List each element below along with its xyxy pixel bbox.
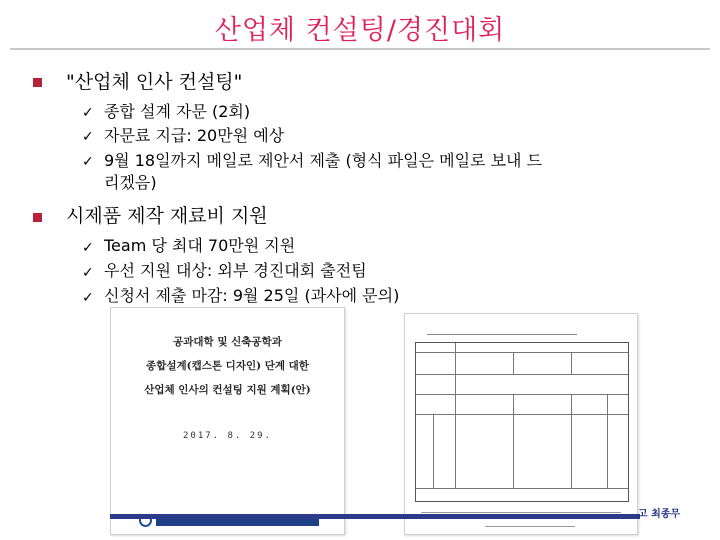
form-table <box>415 342 629 502</box>
form-footer-line <box>421 512 621 513</box>
list-item: 종합 설계 자문 (2회) <box>104 102 251 121</box>
list-item: 9월 18일까지 메일로 제안서 제출 (형식 파일은 메일로 보내 드 <box>104 151 543 170</box>
check-icon: ✓ <box>82 290 94 306</box>
check-icon: ✓ <box>82 154 94 170</box>
section-heading-materials: 시제품 제작 재료비 지원 <box>66 205 268 227</box>
document-title: 공과대학 및 신축공학과 종합설계(캡스톤 디자인) 단계 대한 산업체 인사의 컨설팅 지원 계획(안) <box>144 336 311 396</box>
list-item: Team 당 최대 70만원 지원 <box>104 236 296 255</box>
document-date: 2017. 8. 29. <box>182 431 273 441</box>
check-icon: ✓ <box>82 240 94 256</box>
list-item: 우선 지원 대상: 외부 경진대회 출전팀 <box>104 261 367 280</box>
footer-bar <box>110 514 640 519</box>
list-item: 신청서 제출 마감: 9월 25일 (과사에 문의) <box>104 286 400 305</box>
list-item: 자문료 지급: 20만원 예상 <box>104 126 285 145</box>
consulting-plan-document-image <box>110 307 345 535</box>
list-item-continuation: 리겠음) <box>104 173 157 192</box>
slide-title: 산업체 컨설팅/경진대회 <box>214 15 506 46</box>
title-divider <box>10 48 710 50</box>
check-icon: ✓ <box>82 105 94 121</box>
footer-author: 고 최종무 <box>638 509 681 520</box>
check-icon: ✓ <box>82 265 94 281</box>
section-heading-consulting: "산업체 인사 컨설팅" <box>66 71 243 93</box>
section-bullet-icon <box>33 213 42 222</box>
form-title-line <box>427 329 577 335</box>
check-icon: ✓ <box>82 129 94 145</box>
section-bullet-icon <box>33 78 42 87</box>
form-signature-line <box>485 526 575 527</box>
application-form-document-image <box>404 313 638 535</box>
